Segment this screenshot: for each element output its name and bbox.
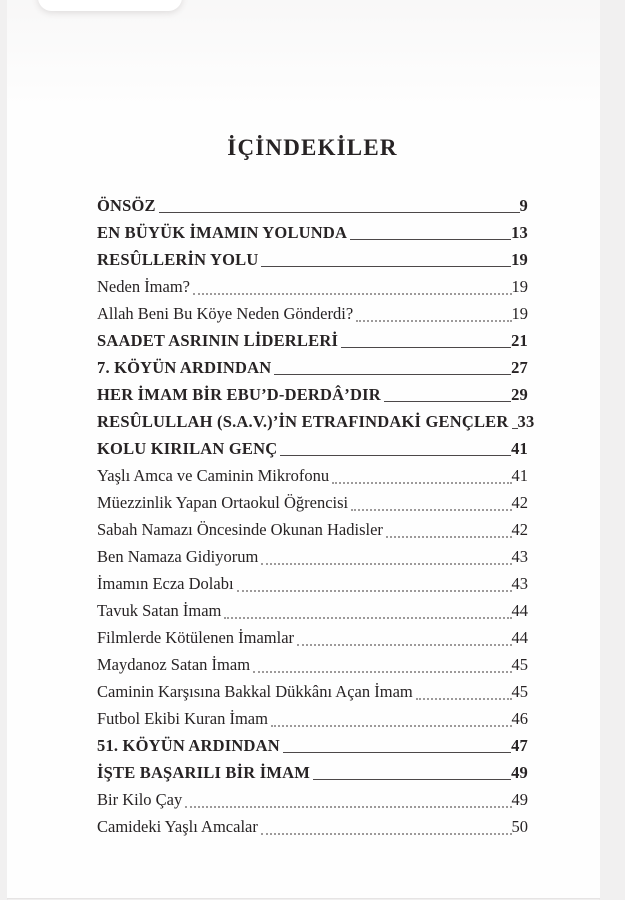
page-title: İÇİNDEKİLER [227, 135, 398, 160]
toc-entry-page: 47 [511, 736, 528, 755]
toc-leader-line [261, 563, 511, 565]
toc-entry-title: 51. KÖYÜN ARDINDAN [97, 736, 280, 755]
toc-leader-line [253, 671, 511, 673]
toc-entry-title: Allah Beni Bu Köye Neden Gönderdi? [97, 304, 354, 323]
right-gutter [599, 0, 625, 900]
toc-entry-title: Sabah Namazı Öncesinde Okunan Hadisler [97, 520, 383, 539]
toc-entry-page: 33 [517, 412, 535, 431]
toc-leader-line [224, 617, 511, 619]
toc-leader-line [332, 482, 511, 484]
toc-entry[interactable] [97, 381, 528, 408]
toc-entry-title: Maydanoz Satan İmam [97, 655, 251, 674]
toc-leader-line [384, 401, 511, 402]
toc-entry-page: 13 [511, 223, 528, 242]
toc-entry-page: 42 [511, 493, 528, 512]
toc-entry[interactable] [97, 246, 528, 273]
toc-leader-line [271, 725, 512, 727]
toc-entry-title: Müezzinlik Yapan Ortaokul Öğrencisi [97, 493, 349, 512]
toc-leader-line [351, 509, 511, 511]
toc-entry-title: SAADET ASRININ LİDERLERİ [97, 331, 339, 350]
toc-entry-page: 45 [511, 682, 528, 701]
toc-leader-line [185, 806, 511, 808]
toc-entry-page: 42 [511, 520, 528, 539]
toc-leader-line [261, 266, 511, 267]
toc-entry-page: 44 [511, 601, 528, 620]
toc-entry-page: 21 [511, 331, 528, 350]
toc-leader-line [274, 374, 511, 375]
toc-entry-title: Bir Kilo Çay [97, 790, 183, 809]
toc-entry[interactable] [97, 732, 528, 759]
toc-leader-line [283, 752, 511, 753]
toc-entry-title: Filmlerde Kötülenen İmamlar [97, 628, 295, 647]
toc-entry-page: 29 [511, 385, 528, 404]
book-page [7, 0, 600, 899]
toc-entry[interactable] [97, 219, 528, 246]
toc-entry[interactable] [97, 705, 528, 732]
toc-entry-title: Camideki Yaşlı Amcalar [97, 817, 258, 836]
toc-entry[interactable] [97, 489, 528, 516]
toc-entry[interactable] [97, 786, 528, 813]
toc-entry-title: İmamın Ecza Dolabı [97, 574, 234, 593]
toc-entry-page: 19 [511, 250, 528, 269]
toc-leader-line [237, 590, 512, 592]
toc-entry-page: 49 [511, 790, 528, 809]
toc-entry-title: İŞTE BAŞARILI BİR İMAM [97, 763, 310, 782]
toc-entry-page: 41 [511, 439, 528, 458]
toc-list [97, 192, 535, 840]
toc-entry[interactable] [97, 300, 528, 327]
toc-entry[interactable] [97, 597, 528, 624]
toc-entry[interactable] [97, 273, 528, 300]
toc-entry-title: RESÛLULLAH (S.A.V.)’İN ETRAFINDAKİ GENÇLER [97, 412, 509, 431]
toc-entry-page: 44 [511, 628, 528, 647]
toc-entry-page: 46 [511, 709, 528, 728]
toc-entry-page: 19 [511, 304, 528, 323]
toc-entry[interactable] [97, 462, 528, 489]
toc-entry[interactable] [97, 192, 528, 219]
toc-leader-line [416, 698, 512, 700]
toc-entry-title: Caminin Karşısına Bakkal Dükkânı Açan İmam [97, 682, 413, 701]
toc-entry-title: ÖNSÖZ [97, 196, 156, 215]
toc-entry[interactable] [97, 543, 528, 570]
toc-entry-page: 50 [511, 817, 528, 836]
toc-entry-title: Ben Namaza Gidiyorum [97, 547, 259, 566]
toc-entry[interactable] [97, 678, 528, 705]
toc-entry-title: Neden İmam? [97, 277, 190, 296]
toc-entry[interactable] [97, 759, 528, 786]
toc-entry-title: EN BÜYÜK İMAMIN YOLUNDA [97, 223, 348, 242]
toc-entry-title: HER İMAM BİR EBU’D-DERDÂ’DIR [97, 385, 381, 404]
toc-entry-page: 43 [511, 574, 528, 593]
toc-entry-title: RESÛLLERİN YOLU [97, 250, 259, 269]
toc-entry-page: 41 [511, 466, 528, 485]
toc-entry[interactable] [97, 435, 528, 462]
toc-leader-line [356, 320, 511, 322]
toc-leader-line [261, 833, 512, 835]
toc-entry-title: 7. KÖYÜN ARDINDAN [97, 358, 272, 377]
toc-leader-line [350, 239, 511, 240]
toc-entry-page: 19 [511, 277, 528, 296]
toc-entry[interactable] [97, 408, 535, 435]
toc-entry-page: 45 [511, 655, 528, 674]
toc-leader-line [313, 779, 511, 780]
toc-entry-title: Futbol Ekibi Kuran İmam [97, 709, 268, 728]
toc-leader-line [341, 347, 511, 348]
toc-leader-line [297, 644, 511, 646]
toc-entry-page: 43 [511, 547, 528, 566]
toc-entry[interactable] [97, 813, 528, 840]
toc-entry[interactable] [97, 651, 528, 678]
toc-entry-title: Tavuk Satan İmam [97, 601, 222, 620]
toc-entry[interactable] [97, 624, 528, 651]
toc-entry-title: KOLU KIRILAN GENÇ [97, 439, 278, 458]
toc-leader-line [159, 212, 520, 213]
toc-entry-title: Yaşlı Amca ve Caminin Mikrofonu [97, 466, 330, 485]
toc-entry[interactable] [97, 570, 528, 597]
toc-entry[interactable] [97, 516, 528, 543]
toc-leader-line [193, 293, 512, 295]
toc-leader-line [280, 455, 511, 456]
toc-leader-line [386, 536, 512, 538]
page-content [7, 0, 600, 840]
toc-entry[interactable] [97, 354, 528, 381]
toc-entry-page: 49 [511, 763, 528, 782]
toc-entry-page: 27 [511, 358, 528, 377]
toc-entry[interactable] [97, 327, 528, 354]
toc-entry-page: 9 [519, 196, 528, 215]
